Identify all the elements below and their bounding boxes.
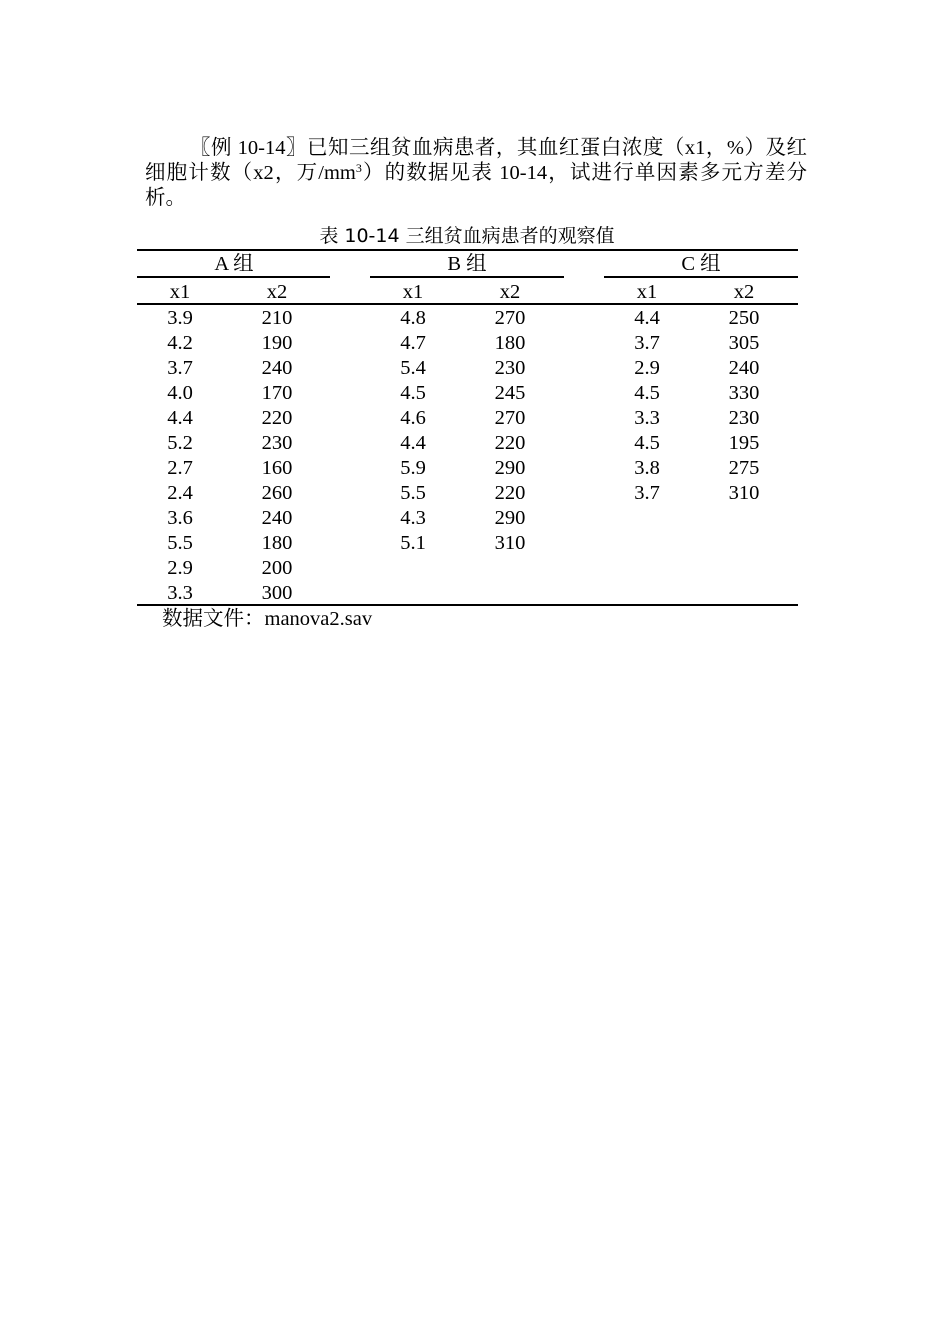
table-cell: 4.5 <box>634 382 660 404</box>
table-cell: 3.3 <box>167 582 193 604</box>
table-cell: 250 <box>728 307 760 329</box>
table-cell: 4.7 <box>400 332 426 354</box>
table-cell: 4.3 <box>400 507 426 529</box>
table-cell: 3.9 <box>167 307 193 329</box>
header-bottom-rule <box>137 303 798 305</box>
table-cell: 290 <box>494 457 526 479</box>
example-paragraph <box>145 136 807 211</box>
table-cell: 230 <box>261 432 293 454</box>
column-header-a-2: x2 <box>266 281 288 303</box>
table-cell: 310 <box>494 532 526 554</box>
table-cell: 260 <box>261 482 293 504</box>
table-cell: 5.4 <box>400 357 426 379</box>
table-cell: 5.2 <box>167 432 193 454</box>
table-cell: 220 <box>494 432 526 454</box>
table-cell: 3.7 <box>167 357 193 379</box>
column-header-b-2: x2 <box>499 281 521 303</box>
table-cell: 170 <box>261 382 293 404</box>
table-cell: 2.9 <box>167 557 193 579</box>
table-cell: 4.5 <box>634 432 660 454</box>
group-header-a: A 组 <box>214 253 254 275</box>
table-cell: 210 <box>261 307 293 329</box>
table-cell: 4.4 <box>400 432 426 454</box>
table-cell: 4.4 <box>634 307 660 329</box>
table-cell: 195 <box>728 432 760 454</box>
table-cell: 5.5 <box>167 532 193 554</box>
table-cell: 4.0 <box>167 382 193 404</box>
data-file-note: 数据文件：manova2.sav <box>162 608 373 630</box>
column-header-b-1: x1 <box>402 281 424 303</box>
paragraph-text-part-2: ）的数据见表 10-14，试进行单因素多元方差分析。 <box>145 162 807 209</box>
table-cell: 4.4 <box>167 407 193 429</box>
column-header-c-2: x2 <box>733 281 755 303</box>
table-cell: 3.7 <box>634 332 660 354</box>
table-cell: 270 <box>494 307 526 329</box>
table-cell: 3.7 <box>634 482 660 504</box>
table-cell: 275 <box>728 457 760 479</box>
table-cell: 2.9 <box>634 357 660 379</box>
table-cell: 2.7 <box>167 457 193 479</box>
table-cell: 2.4 <box>167 482 193 504</box>
table-cell: 5.1 <box>400 532 426 554</box>
superscript-3: 3 <box>355 161 362 175</box>
table-cell: 190 <box>261 332 293 354</box>
table-cell: 290 <box>494 507 526 529</box>
table-cell: 240 <box>728 357 760 379</box>
table-cell: 245 <box>494 382 526 404</box>
table-caption: 表 10-14 三组贫血病患者的观察值 <box>319 225 615 247</box>
table-cell: 270 <box>494 407 526 429</box>
group-header-c: C 组 <box>681 253 721 275</box>
table-cell: 4.8 <box>400 307 426 329</box>
table-cell: 310 <box>728 482 760 504</box>
table-cell: 3.3 <box>634 407 660 429</box>
group-a-underline <box>137 276 330 278</box>
table-cell: 220 <box>494 482 526 504</box>
table-cell: 3.6 <box>167 507 193 529</box>
paragraph-text-part-1: 〖例 10-14〗已知三组贫血病患者，其血红蛋白浓度（x1，%）及红细胞计数（x2，万/mm <box>145 137 807 184</box>
table-cell: 160 <box>261 457 293 479</box>
table-cell: 230 <box>494 357 526 379</box>
table-cell: 5.9 <box>400 457 426 479</box>
table-cell: 305 <box>728 332 760 354</box>
table-cell: 3.8 <box>634 457 660 479</box>
table-cell: 4.2 <box>167 332 193 354</box>
table-cell: 240 <box>261 507 293 529</box>
table-cell: 240 <box>261 357 293 379</box>
group-b-underline <box>370 276 564 278</box>
group-header-b: B 组 <box>447 253 487 275</box>
table-cell: 4.6 <box>400 407 426 429</box>
table-cell: 330 <box>728 382 760 404</box>
column-header-c-1: x1 <box>636 281 658 303</box>
group-c-underline <box>604 276 798 278</box>
table-cell: 200 <box>261 557 293 579</box>
table-cell: 4.5 <box>400 382 426 404</box>
table-cell: 230 <box>728 407 760 429</box>
table-cell: 5.5 <box>400 482 426 504</box>
table-cell: 300 <box>261 582 293 604</box>
column-header-a-1: x1 <box>169 281 191 303</box>
table-cell: 180 <box>494 332 526 354</box>
table-cell: 180 <box>261 532 293 554</box>
table-cell: 220 <box>261 407 293 429</box>
